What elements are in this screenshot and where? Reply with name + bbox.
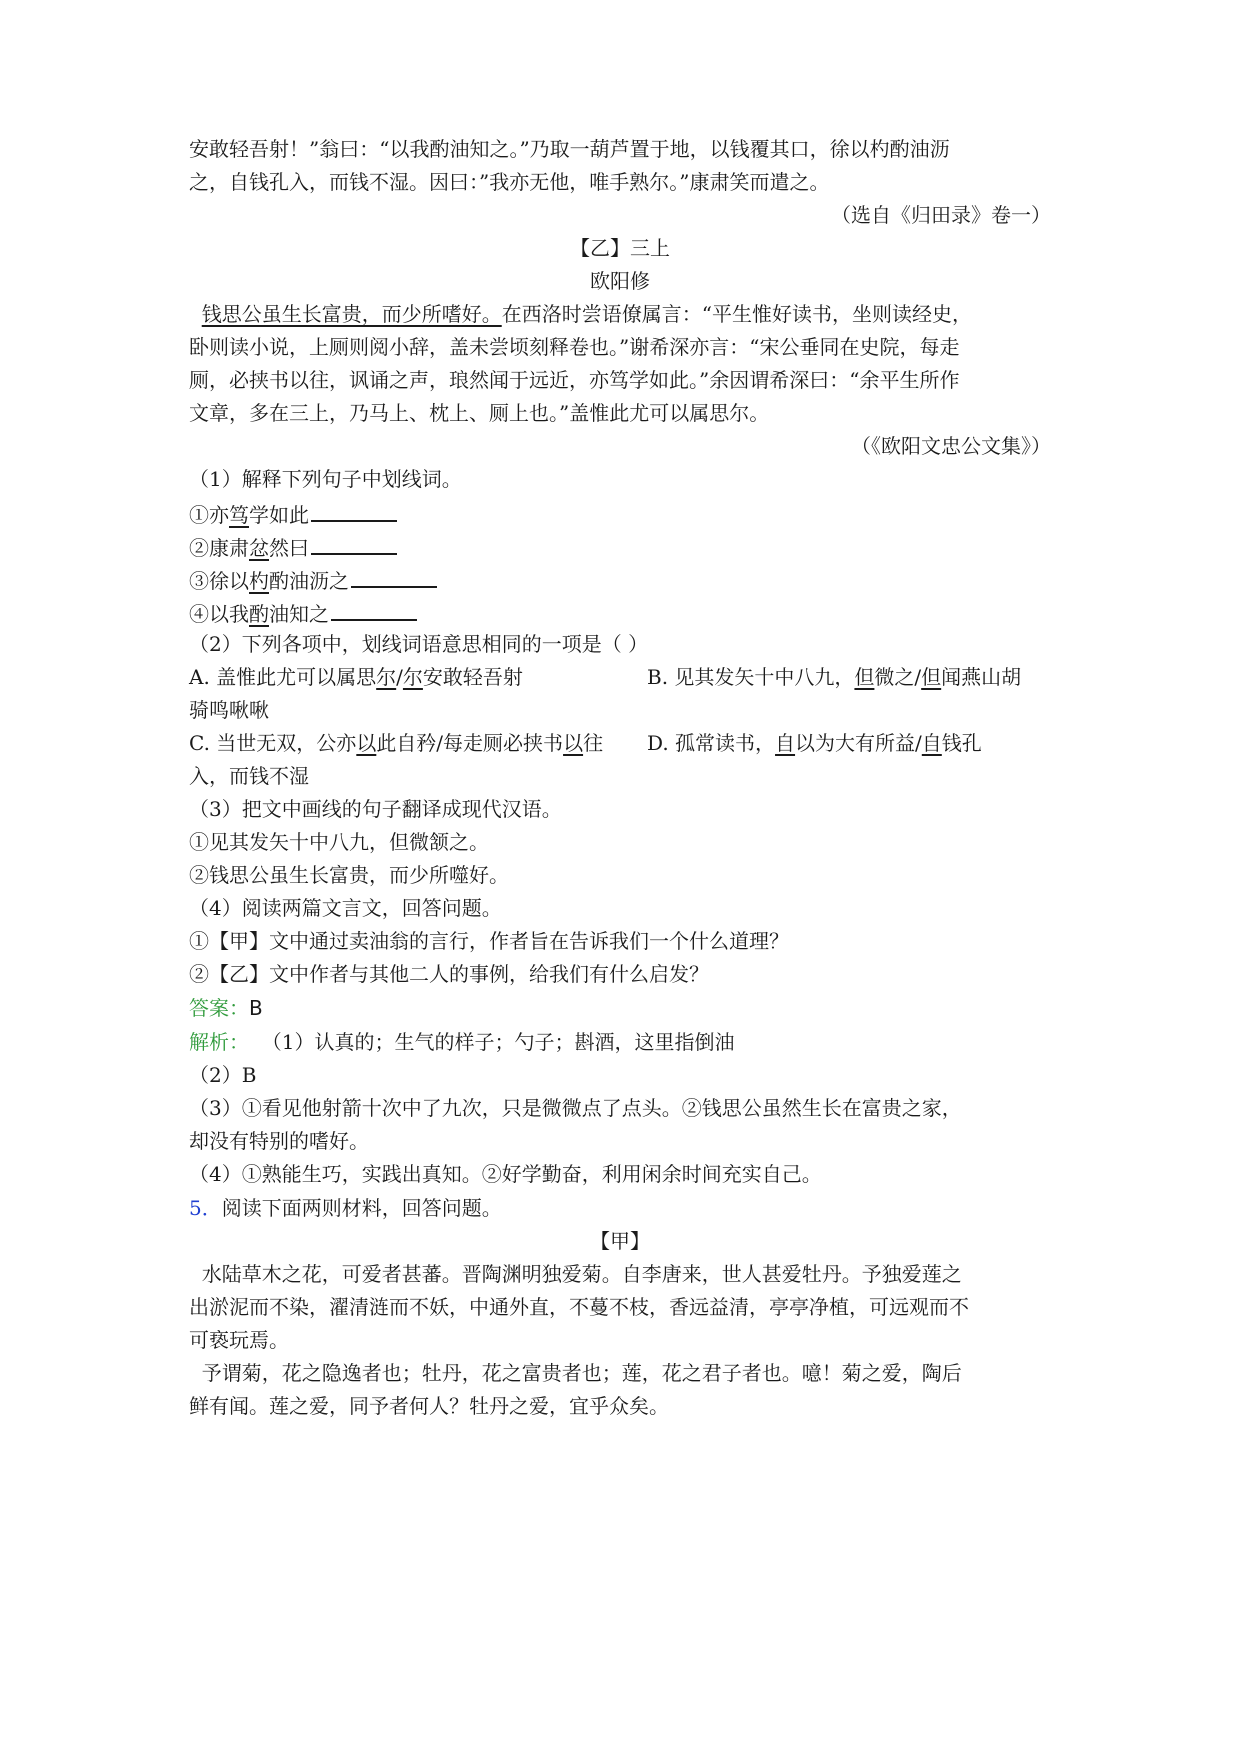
passage-yi-line (189, 302, 972, 326)
q5-passage-text: 水陆草木之花，可爱者甚蕃。晋陶渊明独爱菊。自李唐来，世人甚爱牡丹。予独爱莲之 (201, 1262, 962, 1286)
option-text: C. 当世无双，公亦 (189, 731, 357, 755)
answer-blank (331, 599, 417, 621)
q1-item-text: ①亦 (189, 503, 229, 527)
q3-item: ②钱思公虽生长富贵，而少所噬好。 (189, 863, 509, 887)
q1-prompt: （1）解释下列句子中划线词。 (189, 467, 462, 491)
q5-passage-line (189, 1262, 962, 1286)
q1-item (189, 566, 437, 593)
q5-passage-text: 予谓菊，花之隐逸者也；牡丹，花之富贵者也；莲，花之君子者也。噫！菊之爱，陶后 (201, 1361, 962, 1385)
q1-item-text: 酌油沥之 (269, 569, 349, 593)
option-text: 往 (583, 731, 604, 755)
analysis-line (189, 1030, 734, 1054)
option-text: 微之/ (874, 665, 922, 689)
q1-item-text: ④以我 (189, 602, 249, 626)
q5-jia-title: 【甲】 (590, 1229, 650, 1253)
option-text: / (396, 665, 403, 689)
option-text: 以为大有所益/ (795, 731, 922, 755)
option-word: 尔 (376, 665, 397, 689)
option-word: 以 (356, 731, 377, 755)
q2-option-c (189, 731, 603, 755)
q1-item-word: 笃 (229, 503, 249, 527)
passage-jia-source: （选自《归田录》卷一） (831, 203, 1051, 227)
option-word: 自 (775, 731, 796, 755)
q5-prompt: 阅读下面两则材料，回答问题。 (221, 1196, 502, 1220)
analysis-line: （4）①熟能生巧，实践出真知。②好学勤奋，利用闲余时间充实自己。 (189, 1162, 822, 1186)
q5-passage-line: 可亵玩焉。 (189, 1328, 289, 1352)
option-text: 闻燕山胡 (941, 665, 1022, 689)
option-word: 尔 (402, 665, 423, 689)
q1-item-word: 酌 (249, 602, 269, 626)
q2-option-d (647, 731, 982, 755)
passage-yi-source: （《欧阳文忠公文集》） (851, 434, 1051, 458)
q5-passage-line: 鲜有闻。莲之爱，同予者何人？牡丹之爱，宜乎众矣。 (189, 1394, 669, 1418)
q3-item: ①见其发矢十中八九，但微颔之。 (189, 830, 489, 854)
passage-yi-title: 【乙】三上 (570, 236, 670, 260)
analysis-text: （1）认真的；生气的样子；勺子；斟酒，这里指倒油 (261, 1030, 735, 1054)
analysis-line: （3）①看见他射箭十次中了九次，只是微微点了点头。②钱思公虽然生长在富贵之家， (189, 1096, 962, 1120)
option-word: 以 (563, 731, 584, 755)
q1-item-text: ③徐以 (189, 569, 249, 593)
q5-passage-line (189, 1361, 962, 1385)
answer-line (189, 996, 263, 1020)
option-text: B. 见其发矢十中八九， (647, 665, 855, 689)
q5-passage-line: 出淤泥而不染，濯清涟而不妖，中通外直，不蔓不枝，香远益清，亭亭净植，可远观而不 (189, 1295, 969, 1319)
analysis-label: 解析： (189, 1030, 249, 1054)
q1-item-text: ②康肃 (189, 536, 249, 560)
option-text: A. 盖惟此尤可以属思 (189, 665, 377, 689)
q3-prompt: （3）把文中画线的句子翻译成现代汉语。 (189, 797, 562, 821)
answer-blank (311, 533, 397, 555)
passage-yi-line: 厕，必挟书以往，讽诵之声，琅然闻于远近，亦笃学如此。”余因谓希深曰：“余平生所作 (189, 368, 960, 392)
passage-yi-line: 文章，多在三上，乃马上、枕上、厕上也。”盖惟此尤可以属思尔。 (189, 401, 770, 425)
q1-item-text: 然曰 (269, 536, 309, 560)
q1-item-text: 油知之 (269, 602, 329, 626)
passage-yi-text: 在西洛时尝语僚属言：“平生惟好读书，坐则读经史， (501, 302, 972, 326)
q1-item (189, 533, 397, 560)
answer-blank (351, 566, 437, 588)
option-text: 钱孔 (941, 731, 982, 755)
question-number: 5． (189, 1196, 222, 1220)
option-word: 但 (921, 665, 942, 689)
analysis-line: 却没有特别的嗜好。 (189, 1129, 369, 1153)
q2-option-a (189, 665, 523, 689)
q5-prompt-line (189, 1196, 502, 1220)
q1-item-text: 学如此 (249, 503, 309, 527)
q1-item (189, 599, 417, 626)
answer-blank (311, 500, 397, 522)
q4-item: ②【乙】文中作者与其他二人的事例，给我们有什么启发？ (189, 962, 709, 986)
q4-prompt: （4）阅读两篇文言文，回答问题。 (189, 896, 502, 920)
passage-jia-line: 之，自钱孔入，而钱不湿。因曰：”我亦无他，唯手熟尔。”康肃笑而遣之。 (189, 170, 830, 194)
passage-yi-author: 欧阳修 (590, 269, 650, 293)
underlined-sentence: 钱思公虽生长富贵，而少所嗜好。 (201, 302, 502, 326)
q1-item-word: 杓 (249, 569, 269, 593)
option-text: 此自矜/每走厕必挟书 (376, 731, 564, 755)
q2-option-d-cont: 入，而钱不湿 (189, 764, 309, 788)
q2-prompt: （2）下列各项中，划线词语意思相同的一项是（ ） (189, 632, 649, 656)
option-text: 安敢轻吾射 (422, 665, 523, 689)
q4-item: ①【甲】文中通过卖油翁的言行，作者旨在告诉我们一个什么道理？ (189, 929, 789, 953)
q1-item-word: 忿 (249, 536, 269, 560)
option-word: 自 (921, 731, 942, 755)
option-word: 但 (854, 665, 875, 689)
passage-yi-line: 卧则读小说，上厕则阅小辞，盖未尝顷刻释卷也。”谢希深亦言：“宋公垂同在史院，每走 (189, 335, 960, 359)
analysis-line: （2）B (189, 1063, 257, 1087)
answer-label: 答案： (189, 996, 249, 1020)
q2-option-b (647, 665, 1021, 689)
option-text: D. 孤常读书， (647, 731, 776, 755)
q1-item (189, 500, 397, 527)
q2-option-b-cont: 骑鸣啾啾 (189, 698, 269, 722)
answer-value: B (249, 996, 263, 1020)
passage-jia-line: 安敢轻吾射！”翁曰：“以我酌油知之。”乃取一葫芦置于地，以钱覆其口，徐以杓酌油沥 (189, 137, 950, 161)
